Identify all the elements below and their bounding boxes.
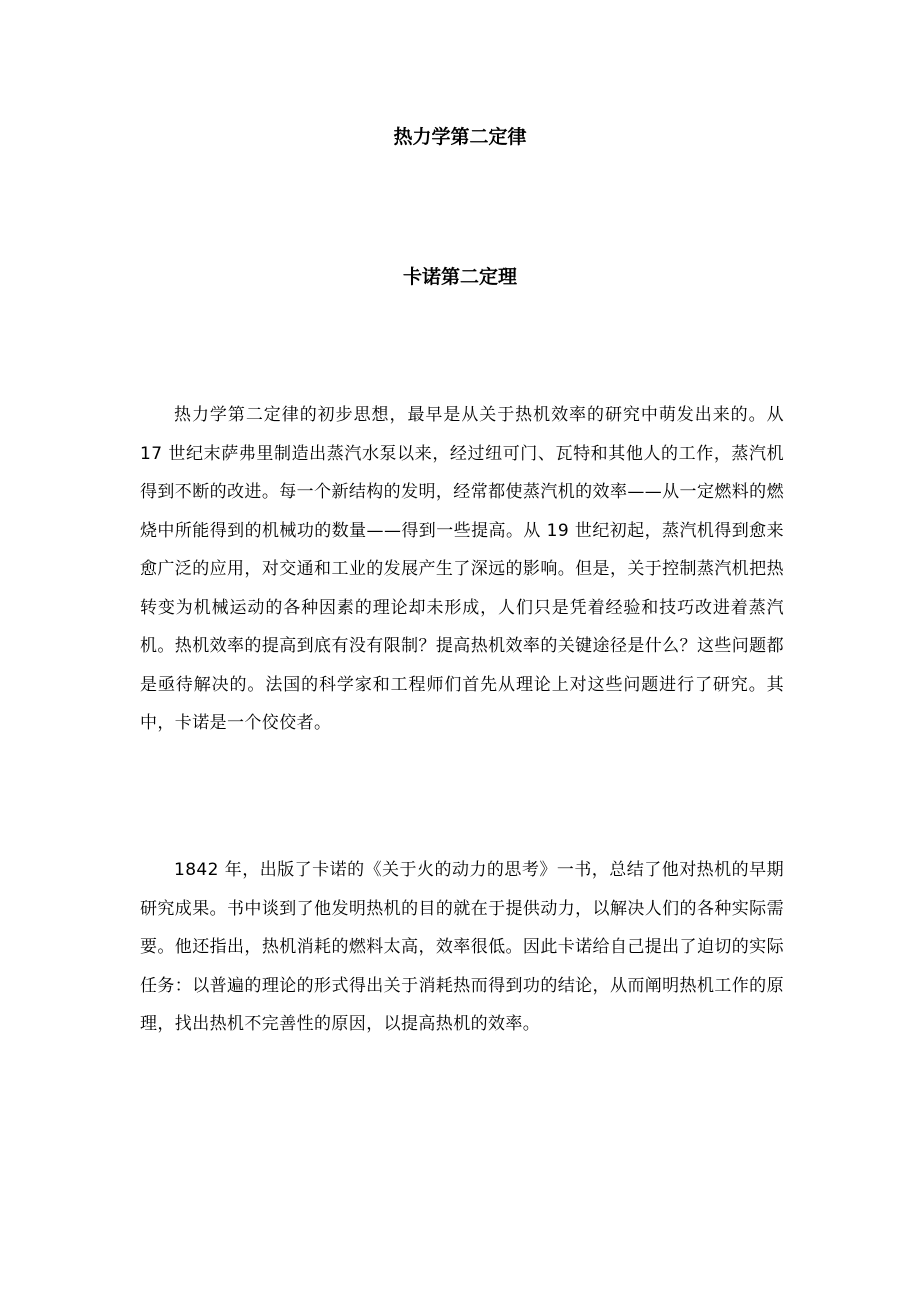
section-title: 卡诺第二定理 bbox=[402, 266, 517, 288]
document-title: 热力学第二定律 bbox=[393, 126, 527, 148]
paragraph-2: 1842 年，出版了卡诺的《关于火的动力的思考》一书，总结了他对热机的早期研究成果。书中谈到了他发明热机的目的就在于提供动力，以解决人们的各种实际需要。他还指出，热机消耗的燃料太高，效率很低。因此卡诺给自己提出了迫切的实际任务：以普遍的理论的形式得出关于消耗热而得到功的结论，从而阐明热机工作的原理，找出热机不完善性的原因，以提高热机的效率。 bbox=[140, 860, 784, 1034]
paragraph-1: 热力学第二定律的初步思想，最早是从关于热机效率的研究中萌发出来的。从 17 世纪末萨弗里制造出蒸汽水泵以来，经过纽可门、瓦特和其他人的工作，蒸汽机得到不断的改进。每一个新结构的发明，经常都使蒸汽机的效率——从一定燃料的燃烧中所能得到的机械功的数量——得到一些提高。从 19 世纪初起，蒸汽机得到愈来愈广泛的应用，对交通和工业的发展产生了深远的影响。但是，关于控制蒸汽机把热转变为机械运动的各种因素的理论却未形成，人们只是凭着经验和技巧改进着蒸汽机。热机效率的提高到底有没有限制？提高热机效率的关键途径是什么？这些问题都是亟待解决的。法国的科学家和工程师们首先从理论上对这些问题进行了研究。其中，卡诺是一个佼佼者。 bbox=[140, 405, 784, 733]
